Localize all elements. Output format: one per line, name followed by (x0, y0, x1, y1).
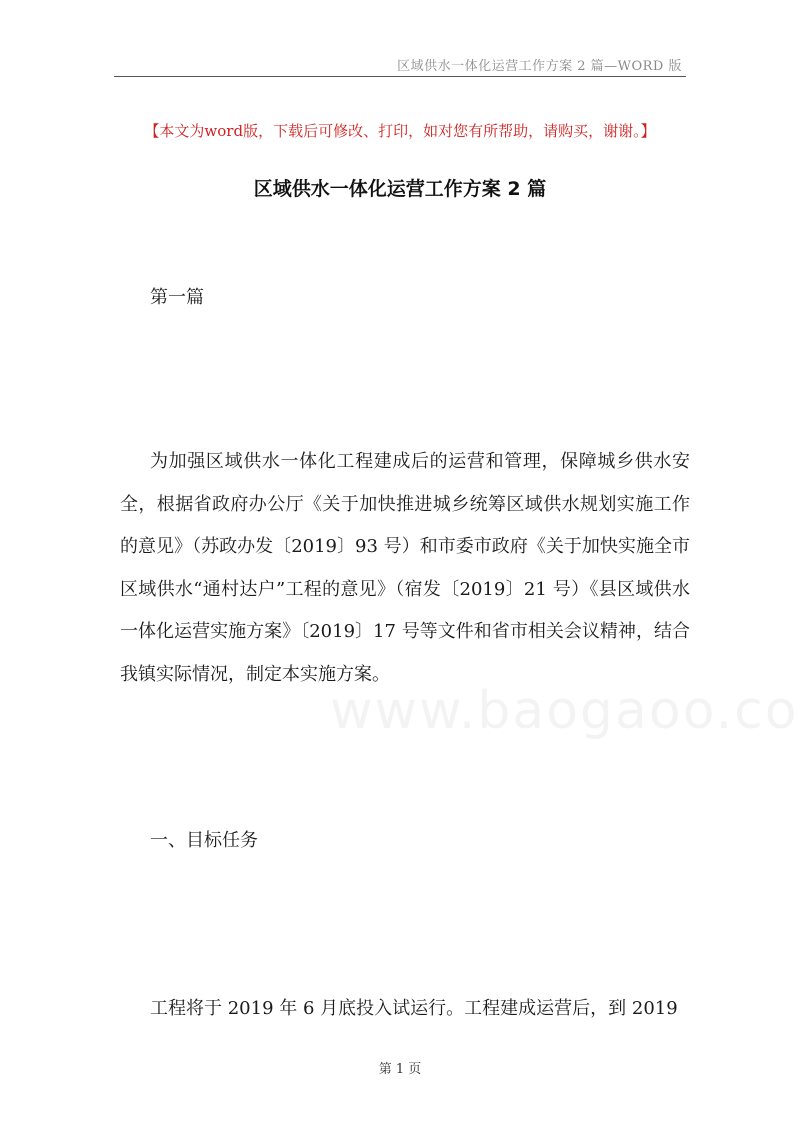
part-heading: 第一篇 (150, 287, 204, 308)
intro-paragraph: 为加强区域供水一体化工程建成后的运营和管理，保障城乡供水安全，根据省政府办公厅《关于加快推进城乡统筹区域供水规划实施工作的意见》（苏政办发〔2019〕93 号）和市委市政府《关于加快实施全市区域供水“通村达户”工程的意见》（宿发〔2019〕21 号）《县区域供水一体化运营实施方案》〔2019〕17 号等文件和省市相关会议精神，结合我镇实际情况，制定本实施方案。 (120, 451, 690, 685)
header-divider (114, 76, 686, 77)
section-heading-goals: 一、目标任务 (150, 830, 258, 851)
page-number: 第 1 页 (378, 1062, 422, 1077)
running-header: 区域供水一体化运营工作方案 2 篇—WORD 版 (397, 59, 682, 74)
purchase-notice: 【本文为word版，下载后可修改、打印，如对您有所帮助，请购买，谢谢。】 (144, 122, 656, 140)
section-body-text: 工程将于 2019 年 6 月底投入试运行。工程建成运营后，到 2019 (150, 998, 678, 1019)
document-title: 区域供水一体化运营工作方案 2 篇 (253, 178, 547, 200)
